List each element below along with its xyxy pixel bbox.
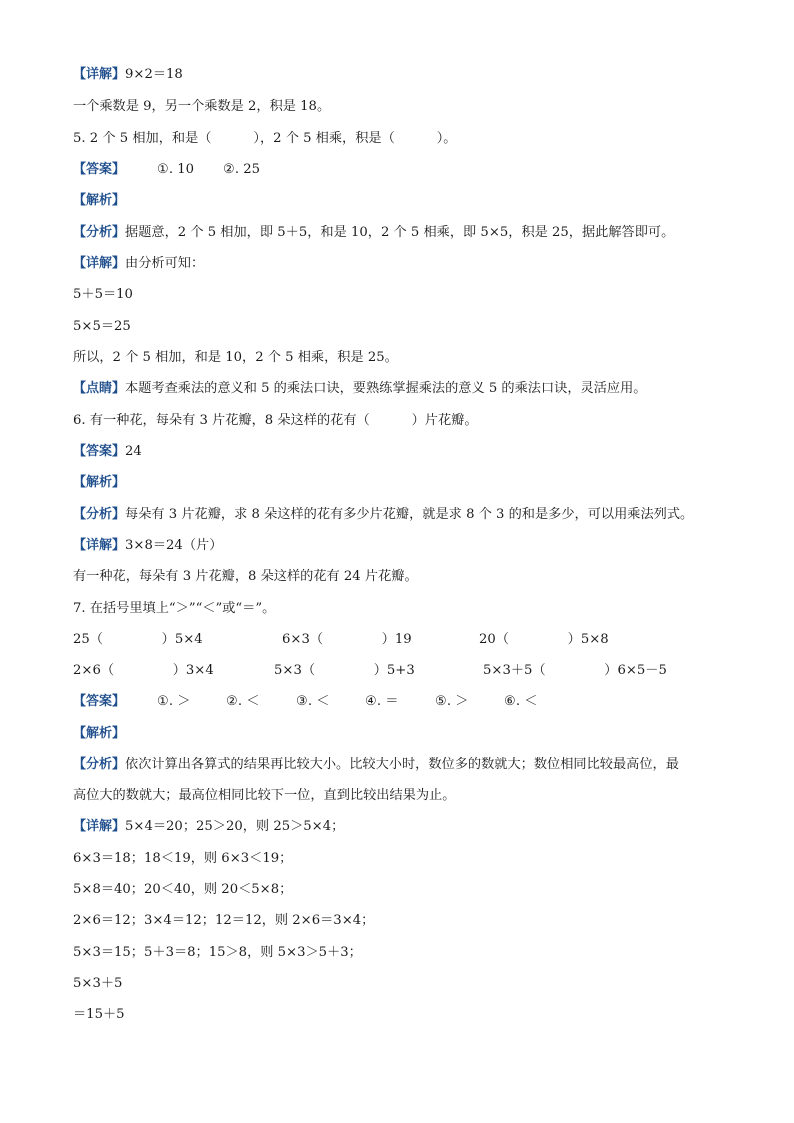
answer-line — [73, 693, 125, 711]
parse-line — [73, 725, 125, 743]
analysis-line — [73, 756, 679, 774]
analysis-tag: 【分析】 — [73, 225, 126, 240]
answer-item: ⑤. ＞ — [435, 694, 469, 709]
answer-tag: 【答案】 — [73, 694, 126, 709]
parse-tag: 【解析】 — [73, 475, 126, 490]
text-line: 一个乘数是 9，另一个乘数是 2，积是 18。 — [73, 99, 331, 114]
text-line: 高位大的数就大；最高位相同比较下一位，直到比较出结果为止。 — [73, 788, 456, 803]
comparison-item: 5×3（ ）5+3 — [274, 663, 415, 678]
answer-item: ①. 10 — [157, 162, 194, 177]
parse-line — [73, 474, 125, 492]
text-line: 有一种花，每朵有 3 片花瓣，8 朵这样的花有 24 片花瓣。 — [73, 569, 418, 584]
text: 由分析可知： — [125, 256, 205, 271]
detail-line — [73, 66, 183, 84]
question-5: 5. 2 个 5 相加，和是（ ），2 个 5 相乘，积是（ ）。 — [73, 131, 457, 146]
text: 据题意，2 个 5 相加，即 5＋5，和是 10，2 个 5 相乘，即 5×5，积是 25，据此解答即可。 — [125, 225, 675, 240]
answer-item: ⑥. ＜ — [504, 694, 538, 709]
parse-tag: 【解析】 — [73, 193, 126, 208]
question-6: 6. 有一种花，每朵有 3 片花瓣，8 朵这样的花有（ ）片花瓣。 — [73, 413, 478, 428]
analysis-tag: 【分析】 — [73, 507, 126, 522]
parse-line — [73, 192, 125, 210]
answer-line — [73, 443, 142, 461]
detail-tag: 【详解】 — [73, 256, 126, 271]
text: 9×2＝18 — [125, 67, 183, 82]
question-7: 7. 在括号里填上“＞”“＜”或“＝”。 — [73, 601, 276, 616]
answer-item: ③. ＜ — [296, 694, 330, 709]
answer-item: ②. 25 — [223, 162, 260, 177]
comparison-item: 2×6（ ）3×4 — [73, 663, 214, 678]
comment-line — [73, 380, 647, 398]
detail-line — [73, 818, 344, 836]
answer-item: ①. ＞ — [157, 694, 191, 709]
equation-line: 5×3＋5 — [73, 976, 123, 991]
equation-line: 5×5＝25 — [73, 319, 131, 334]
text: 3×8＝24（片） — [125, 538, 223, 553]
answer-line — [73, 161, 125, 179]
equation-line: 5×8＝40；20＜40，则 20＜5×8； — [73, 882, 293, 897]
detail-tag: 【详解】 — [73, 67, 126, 82]
equation-line: 5＋5＝10 — [73, 287, 133, 302]
equation-line: 6×3＝18；18＜19，则 6×3＜19； — [73, 851, 293, 866]
parse-tag: 【解析】 — [73, 726, 126, 741]
text: 5×4＝20；25＞20，则 25＞5×4； — [125, 819, 345, 834]
comparison-item: 20（ ）5×8 — [479, 632, 609, 647]
answer-item: ④. ＝ — [365, 694, 399, 709]
text: 24 — [125, 444, 142, 459]
text: 每朵有 3 片花瓣，求 8 朵这样的花有多少片花瓣，就是求 8 个 3 的和是多少，可以用乘法列式。 — [125, 507, 694, 522]
answer-tag: 【答案】 — [73, 162, 126, 177]
analysis-line — [73, 506, 693, 524]
comment-tag: 【点睛】 — [73, 381, 126, 396]
text-line: 所以，2 个 5 相加，和是 10，2 个 5 相乘，积是 25。 — [73, 350, 398, 365]
equation-line: ＝15＋5 — [73, 1007, 125, 1022]
detail-tag: 【详解】 — [73, 819, 126, 834]
detail-line — [73, 537, 222, 555]
detail-tag: 【详解】 — [73, 538, 126, 553]
analysis-tag: 【分析】 — [73, 757, 126, 772]
comparison-item: 25（ ）5×4 — [73, 632, 203, 647]
analysis-line — [73, 224, 674, 242]
text: 本题考查乘法的意义和 5 的乘法口诀，要熟练掌握乘法的意义 5 的乘法口诀，灵活应用。 — [125, 381, 647, 396]
answer-item: ②. ＜ — [226, 694, 260, 709]
answer-tag: 【答案】 — [73, 444, 126, 459]
equation-line: 5×3＝15；5＋3＝8；15＞8，则 5×3＞5＋3； — [73, 945, 362, 960]
comparison-item: 5×3＋5（ ）6×5－5 — [483, 663, 667, 678]
detail-line — [73, 255, 204, 273]
equation-line: 2×6＝12；3×4＝12；12＝12，则 2×6＝3×4； — [73, 913, 375, 928]
comparison-item: 6×3（ ）19 — [282, 632, 412, 647]
text: 依次计算出各算式的结果再比较大小。比较大小时，数位多的数就大；数位相同比较最高位，最 — [125, 757, 679, 772]
